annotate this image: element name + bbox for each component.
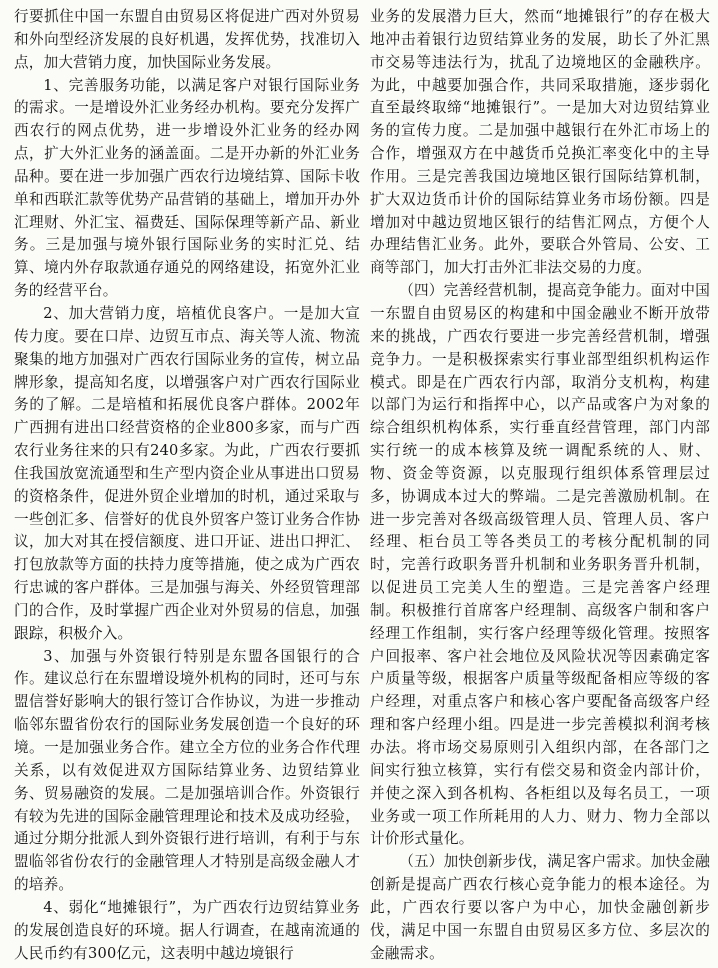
left-text-column [14, 6, 360, 968]
paragraph: （五）加快创新步伐，满足客户需求。加快金融创新是提高广西农行核心竞争能力的根本途径。为此，广西农行要以客户为中心，加快金融创新步伐，满足中国一东盟自由贸易区多方位、多层次的金融需求。 [370, 853, 710, 962]
right-text-column [370, 6, 710, 968]
paragraph: 2、加大营销力度，培植优良客户。一是加大宣传力度。要在口岸、边贸互市点、海关等人流、物流聚集的地方加强对广西农行国际业务的宣传，树立品牌形象，提高知名度，以增强客户对广西农行国际业务的了解。二是培植和拓展优良客户群体。2002年广西拥有进出口经营资格的企业800多家，而与广西农行业务往来的只有240多家。为此，广西农行要抓住我国放宽流通型和生产型内资企业从事进出口贸易的资格条件，促进外贸企业增加的时机，通过采取与一些创汇多、信誉好的优良外贸客户签订业务合作协议，加大对其在授信额度、进口开证、进出口押汇、打包放款等方面的扶持力度等措施，使之成为广西农行忠诚的客户群体。三是加强与海关、外经贸管理部门的合作，及时掌握广西企业对外贸易的信息，加强跟踪，积极介入。 [14, 304, 360, 642]
paragraph: 行要抓住中国一东盟自由贸易区将促进广西对外贸易和外向型经济发展的良好机遇，发挥优势，找准切入点，加大营销力度，加快国际业务发展。 [14, 8, 360, 71]
paragraph: （四）完善经营机制，提高竞争能力。面对中国一东盟自由贸易区的构建和中国金融业不断开放带来的挑战，广西农行要进一步完善经营机制，增强竞争力。一是积极探索实行事业部型组织机构运作模式。即是在广西农行内部，取消分支机构，构建以部门为运行和指挥中心，以产品或客户为对象的综合组织机构体系，实行垂直经营管理，部门内部实行统一的成本核算及统一调配系统的人、财、物、资金等资源，以克服现行组织体系管理层过多，协调成本过大的弊端。二是完善激励机制。在进一步完善对各级高级管理人员、管理人员、客户经理、柜台员工等各类员工的考核分配机制的同时，完善行政职务晋升机制和业务职务晋升机制，以促进员工完美人生的塑造。三是完善客户经理制。积极推行首席客户经理制、高级客户制和客户经理工作组制，实行客户经理等级化管理。按照客户回报率、客户社会地位及风险状况等因素确定客户质量等级，根据客户质量等级配备相应等级的客户经理，对重点客户和核心客户要配备高级客户经理和客户经理小组。四是进一步完善模拟利润考核办法。将市场交易原则引入组织内部，在各部门之间实行独立核算，实行有偿交易和资金内部计价，并使之深入到各机构、各柜组以及每名员工，一项业务或一项工作所耗用的人力、财力、物力全部以计价形式量化。 [370, 282, 710, 848]
paragraph: 4、弱化“地摊银行”，为广西农行边贸结算业务的发展创造良好的环境。据人行调查，在越南流通的人民币约有300亿元，这表明中越边境银行 [14, 898, 360, 962]
paragraph: 业务的发展潜力巨大，然而“地摊银行”的存在极大地冲击着银行边贸结算业务的发展，助长了外汇黑市交易等违法行为，扰乱了边境地区的金融秩序。为此，中越要加强合作，共同采取措施，逐步弱化直至最终取缔“地摊银行”。一是加大对边贸结算业务的宣传力度。二是加强中越银行在外汇市场上的合作，增强双方在中越货币兑换汇率变化中的主导作用。三是完善我国边境地区银行国际结算机制，扩大双边货币计价的国际结算业务市场份额。四是增加对中越边贸地区银行的结售汇网点，方便个人办理结售汇业务。此外，要联合外管局、公安、工商等部门，加大打击外汇非法交易的力度。 [370, 8, 710, 277]
paragraph: 1、完善服务功能，以满足客户对银行国际业务的需求。一是增设外汇业务经办机构。要充分发挥广西农行的网点优势，进一步增设外汇业务的经办网点，扩大外汇业务的涵盖面。二是开办新的外汇业务品种。要在进一步加强广西农行边境结算、国际卡收单和西联汇款等优势产品营销的基础上，增加开办外汇理财、外汇宝、福费廷、国际保理等新产品、新业务。三是加强与境外银行国际业务的实时汇兑、结算、境内外存取款通存通兑的网络建设，拓宽外汇业务的经营平台。 [14, 76, 360, 300]
paragraph: 3、加强与外资银行特别是东盟各国银行的合作。建议总行在东盟增设境外机构的同时，还可与东盟信誉好影响大的银行签订合作协议，为进一步推动临邻东盟省份农行的国际业务发展创造一个良好的环境。一是加强业务合作。建立全方位的业务合作代理关系，以有效促进双方国际结算业务、边贸结算业务、贸易融资的发展。二是加强培训合作。外资银行有较为先进的国际金融管理理论和技术及成功经验，通过分期分批派人到外资银行进行培训，有利于与东盟临邻省份农行的金融管理人才特别是高级金融人才的培养。 [14, 647, 360, 894]
